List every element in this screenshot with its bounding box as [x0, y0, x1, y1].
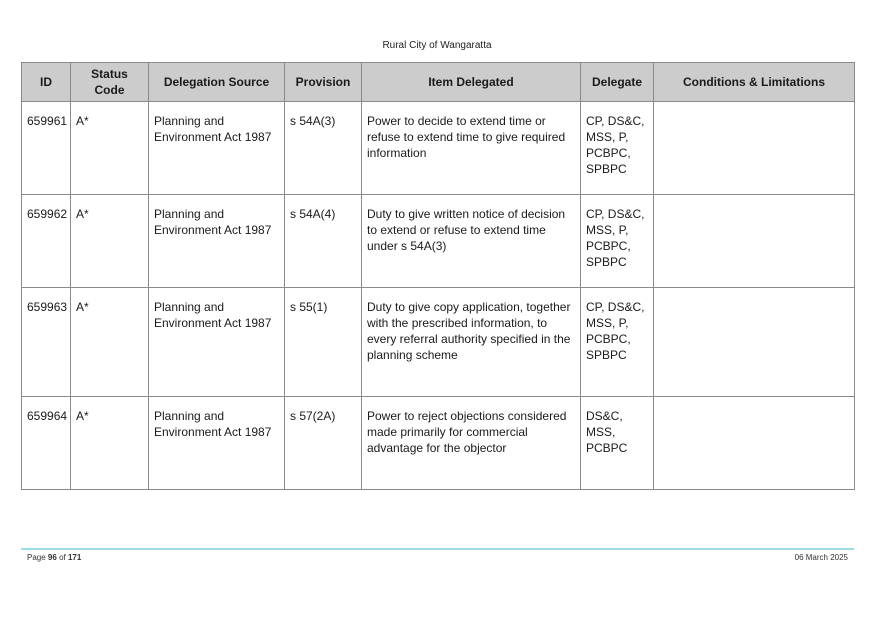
cell-id: 659962: [22, 195, 71, 288]
column-header-item-delegated: Item Delegated: [362, 63, 581, 102]
cell-status-code: A*: [71, 288, 149, 397]
table-row: [22, 195, 855, 288]
cell-item-delegated: Power to reject objections considered made primarily for commercial advantage for the objector: [362, 397, 581, 490]
table-header-row: [22, 63, 855, 102]
footer-page-total: 171: [67, 553, 82, 562]
cell-delegate: CP, DS&C, MSS, P, PCBPC, SPBPC: [581, 288, 654, 397]
cell-id: 659963: [22, 288, 71, 397]
cell-item-delegated: Duty to give written notice of decision to extend or refuse to extend time under s 54A(3): [362, 195, 581, 288]
cell-conditions: [654, 288, 855, 397]
footer-page-info: [27, 553, 81, 562]
footer-page-prefix: Page: [27, 553, 46, 562]
column-header-status-code: Status Code: [71, 63, 149, 102]
cell-delegate: CP, DS&C, MSS, P, PCBPC, SPBPC: [581, 102, 654, 195]
cell-conditions: [654, 102, 855, 195]
cell-delegation-source: Planning and Environment Act 1987: [149, 102, 285, 195]
column-header-id: ID: [22, 63, 71, 102]
cell-id: 659964: [22, 397, 71, 490]
cell-provision: s 55(1): [285, 288, 362, 397]
cell-id: 659961: [22, 102, 71, 195]
footer-page-of: of: [59, 553, 66, 562]
cell-delegate: DS&C, MSS, PCBPC: [581, 397, 654, 490]
column-header-delegate: Delegate: [581, 63, 654, 102]
cell-provision: s 57(2A): [285, 397, 362, 490]
cell-status-code: A*: [71, 397, 149, 490]
footer-page-number: 96: [47, 553, 57, 562]
cell-item-delegated: Duty to give copy application, together with the prescribed information, to every referral authority specified in the planning scheme: [362, 288, 581, 397]
cell-delegation-source: Planning and Environment Act 1987: [149, 195, 285, 288]
cell-conditions: [654, 195, 855, 288]
table-row: [22, 102, 855, 195]
cell-delegate: CP, DS&C, MSS, P, PCBPC, SPBPC: [581, 195, 654, 288]
document-header-title: Rural City of Wangaratta: [382, 40, 492, 51]
footer-divider: [21, 548, 854, 550]
column-header-provision: Provision: [285, 63, 362, 102]
cell-status-code: A*: [71, 195, 149, 288]
column-header-conditions: Conditions & Limitations: [654, 63, 855, 102]
delegation-table: [21, 62, 855, 490]
cell-delegation-source: Planning and Environment Act 1987: [149, 288, 285, 397]
cell-delegation-source: Planning and Environment Act 1987: [149, 397, 285, 490]
cell-conditions: [654, 397, 855, 490]
cell-provision: s 54A(4): [285, 195, 362, 288]
column-header-delegation-source: Delegation Source: [149, 63, 285, 102]
cell-status-code: A*: [71, 102, 149, 195]
table-row: [22, 397, 855, 490]
footer-date: 06 March 2025: [794, 553, 848, 562]
cell-item-delegated: Power to decide to extend time or refuse to extend time to give required information: [362, 102, 581, 195]
cell-provision: s 54A(3): [285, 102, 362, 195]
table-row: [22, 288, 855, 397]
